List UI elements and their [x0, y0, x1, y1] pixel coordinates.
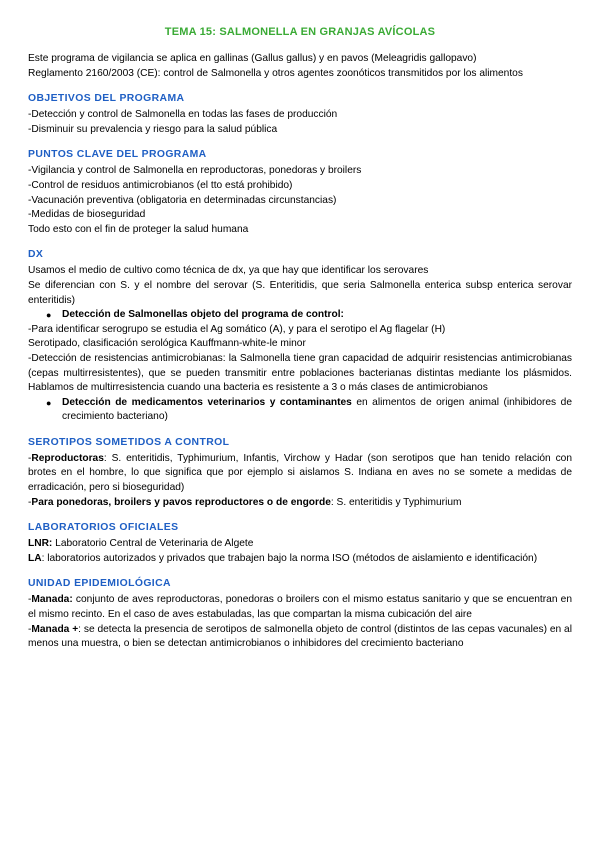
- paragraph: [28, 537, 572, 552]
- term-manada: Manada:: [31, 594, 73, 606]
- definition: : laboratorios autorizados y privados que trabajen bajo la norma ISO (métodos de aislamiento e identificación): [41, 552, 538, 564]
- bullet-item: [28, 308, 572, 323]
- prefix: -: [28, 623, 32, 635]
- term-lnr: LNR:: [28, 538, 53, 550]
- bullet-item: [28, 396, 572, 425]
- paragraph: [28, 623, 572, 652]
- paragraph: Se diferencian con S. y el nombre del serovar (S. Enteritidis, que seria Salmonella enterica subsp enterica serovar enteritidis): [28, 279, 572, 306]
- paragraph: -Para identificar serogrupo se estudia el Ag somático (A), y para el serotipo el Ag flagelar (H): [28, 323, 446, 335]
- prefix: -: [28, 594, 32, 606]
- prefix: -: [28, 452, 32, 464]
- bullet-text: en alimentos de origen animal (inhibidores de crecimiento bacteriano): [62, 396, 572, 423]
- bullet-icon: ●: [46, 310, 52, 321]
- paragraph: Serotipado, clasificación serológica Kauffmann-white-le minor: [28, 338, 306, 350]
- bullet-icon: ●: [46, 397, 52, 408]
- paragraph: [28, 452, 572, 496]
- page-title: TEMA 15: SALMONELLA EN GRANJAS AVÍCOLAS: [164, 26, 436, 38]
- intro-line: Este programa de vigilancia se aplica en gallinas (Gallus gallus) y en pavos (Meleagridis gallopavo): [28, 53, 477, 64]
- paragraph: -Detección de resistencias antimicrobianas: la Salmonella tiene gran capacidad de adquirir resistencias antimicrobianas (cepas multirresistentes), que se pueden transmitir entre poblaciones bacterianas distintas mediante los plásmidos. Hablamos de multirresistencia cuando una bacteria es resistente a 3 o más clases de antimicrobianos: [28, 352, 572, 394]
- list-item: -Medidas de bioseguridad: [28, 209, 146, 221]
- prefix: -: [28, 496, 32, 508]
- definition: : S. enteritidis y Typhimurium: [330, 496, 462, 508]
- list-item: -Control de residuos antimicrobianos (el tto está prohibido): [28, 179, 293, 191]
- section-heading-dx: DX: [28, 249, 44, 261]
- paragraph: Usamos el medio de cultivo como técnica de dx, ya que hay que identificar los serovares: [28, 265, 429, 277]
- list-item: -Vigilancia y control de Salmonella en reproductoras, ponedoras y broilers: [28, 165, 362, 177]
- term-la: LA: [28, 552, 42, 564]
- term-ponedoras: Para ponedoras, broilers y pavos reproductores o de engorde: [31, 496, 331, 508]
- section-heading-unidad: UNIDAD EPIDEMIOLÓGICA: [28, 578, 171, 590]
- paragraph: [28, 552, 572, 567]
- term-reproductoras: Reproductoras: [31, 452, 104, 464]
- bullet-text: Detección de Salmonellas objeto del programa de control:: [62, 309, 344, 321]
- section-heading-objetivos: OBJETIVOS DEL PROGRAMA: [28, 93, 185, 105]
- term-manada-positiva: Manada +: [31, 623, 79, 635]
- definition: conjunto de aves reproductoras, ponedoras o broilers con el mismo estatus sanitario y que se encuentran en el mismo recinto. En el caso de aves estabuladas, las que compartan la misma cubicación del aire: [28, 594, 572, 621]
- section-heading-laboratorios: LABORATORIOS OFICIALES: [28, 522, 179, 534]
- list-item: -Disminuir su prevalencia y riesgo para la salud pública: [28, 123, 278, 135]
- paragraph: [28, 496, 572, 511]
- list-item: Todo esto con el fin de proteger la salud humana: [28, 223, 249, 235]
- paragraph: [28, 593, 572, 622]
- section-heading-puntos: PUNTOS CLAVE DEL PROGRAMA: [28, 149, 207, 161]
- bullet-bold-text: Detección de medicamentos veterinarios y contaminantes: [62, 396, 352, 408]
- definition: Laboratorio Central de Veterinaria de Algete: [52, 538, 254, 550]
- section-heading-serotipos: SEROTIPOS SOMETIDOS A CONTROL: [28, 436, 230, 448]
- definition: : S. enteritidis, Typhimurium, Infantis, Virchow y Hadar (son serotipos que han tenido relación con brotes en el hombre, lo que significa que por ejemplo si aislamos S. Indiana en aves no se somete a medidas de erradicación, pero si bioseguridad): [28, 452, 572, 494]
- intro-line: Reglamento 2160/2003 (CE): control de Salmonella y otros agentes zoonóticos transmitidos por los alimentos: [28, 67, 523, 79]
- list-item: -Detección y control de Salmonella en todas las fases de producción: [28, 109, 338, 121]
- list-item: -Vacunación preventiva (obligatoria en determinadas circunstancias): [28, 194, 337, 206]
- definition: : se detecta la presencia de serotipos de salmonella objeto de control (distintos de las cepas vacunales) en al menos una muestra, o bien se detectan antimicrobianos o inhibidores del crecimiento bacteriano: [28, 623, 572, 650]
